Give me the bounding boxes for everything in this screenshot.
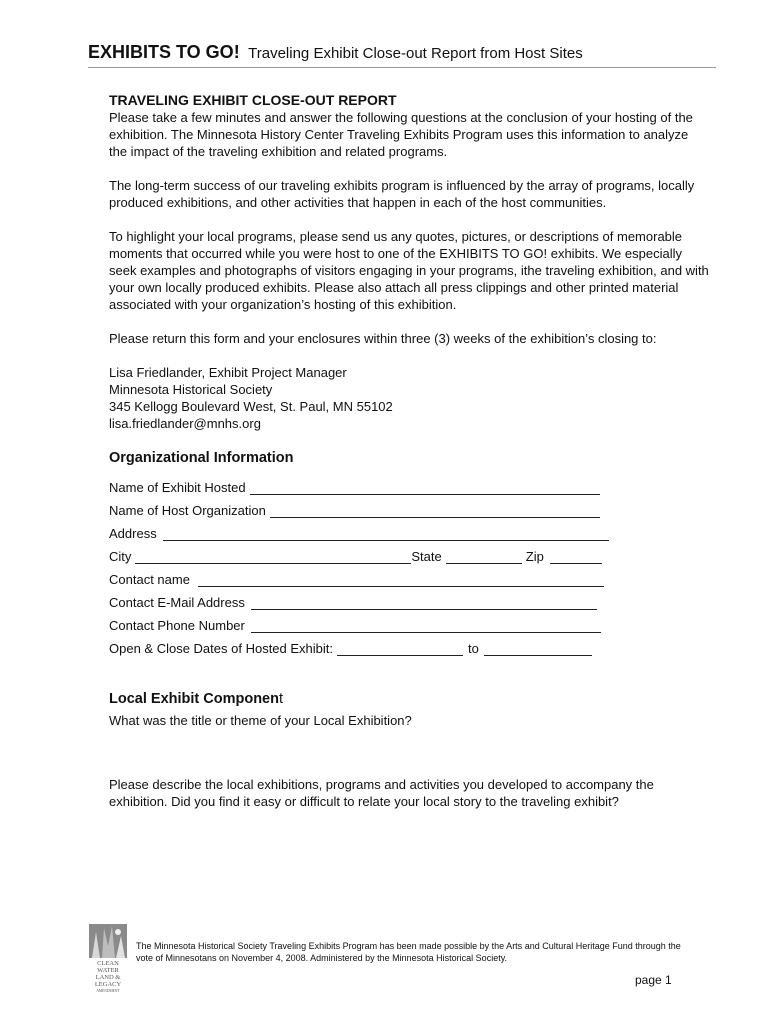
- address-line: Minnesota Historical Society: [109, 382, 273, 397]
- contact-email-row: [109, 587, 709, 610]
- city-field[interactable]: [135, 550, 411, 564]
- local-exhibit-heading: Local Exhibit Component: [109, 691, 284, 707]
- address-email: lisa.friedlander@mnhs.org: [109, 416, 261, 431]
- header-subtitle: Traveling Exhibit Close-out Report from Host Sites: [248, 45, 583, 62]
- intro-paragraph-3: To highlight your local programs, please send us any quotes, pictures, or descriptions of memorable moments that occurred while you were host to one of the EXHIBITS TO GO! exhibits. We especially seek examples and photographs of visitors engaging in your programs, ithe traveling exhibition, and with your own locally produced exhibits. Please also attach all press clippings and other printed material associated with your organization’s hosting of this exhibition.: [109, 229, 709, 312]
- host-org-label: Name of Host Organization: [109, 503, 266, 518]
- contact-email-label: Contact E-Mail Address: [109, 595, 245, 610]
- local-exhibit-component: [109, 691, 709, 810]
- page-number: page 1: [635, 973, 672, 987]
- brand-title: EXHIBITS TO GO!: [88, 42, 240, 62]
- close-date-field[interactable]: [484, 642, 592, 656]
- dates-row: [109, 633, 709, 656]
- exhibit-hosted-label: Name of Exhibit Hosted: [109, 480, 246, 495]
- dates-to-label: to: [468, 641, 479, 656]
- state-label: State: [411, 549, 442, 564]
- contact-email-field[interactable]: [251, 596, 597, 610]
- svg-text:WATER: WATER: [97, 967, 119, 974]
- contact-name-field[interactable]: [198, 573, 604, 587]
- zip-field[interactable]: [550, 550, 602, 564]
- intro-paragraph-4: Please return this form and your enclosures within three (3) weeks of the exhibition’s closing to:: [109, 331, 657, 346]
- page-header: [88, 42, 716, 68]
- svg-text:CLEAN: CLEAN: [97, 960, 119, 967]
- contact-phone-field[interactable]: [251, 619, 601, 633]
- org-info-heading: Organizational Information: [109, 450, 294, 466]
- report-title: TRAVELING EXHIBIT CLOSE-OUT REPORT: [109, 92, 397, 108]
- return-address: [109, 364, 709, 432]
- footer-funding-note: The Minnesota Historical Society Traveling Exhibits Program has been made possible by the Arts and Cultural Heritage Fund through the vote of Minnesotans on November 4, 2008. Administered by the Minnesota Historical Society.: [136, 941, 681, 963]
- contact-name-row: [109, 564, 709, 587]
- main-content: [109, 92, 709, 810]
- contact-phone-row: [109, 610, 709, 633]
- host-org-row: [109, 495, 709, 518]
- legacy-amendment-logo: [88, 924, 128, 998]
- exhibit-hosted-field[interactable]: [250, 481, 600, 495]
- address-line: 345 Kellogg Boulevard West, St. Paul, MN 55102: [109, 399, 393, 414]
- zip-label: Zip: [525, 549, 544, 564]
- address-label: Address: [109, 526, 157, 541]
- city-state-zip-row: [109, 541, 709, 564]
- svg-text:LAND &: LAND &: [95, 974, 121, 981]
- page-footer: [88, 924, 688, 1004]
- contact-phone-label: Contact Phone Number: [109, 618, 245, 633]
- contact-name-label: Contact name: [109, 572, 190, 587]
- svg-text:AMENDMENT: AMENDMENT: [96, 989, 120, 993]
- local-exhibit-question-title: What was the title or theme of your Local Exhibition?: [109, 713, 412, 728]
- open-date-field[interactable]: [337, 642, 463, 656]
- intro-paragraph-2: The long-term success of our traveling exhibits program is influenced by the array of programs, locally produced exhibitions, and other activities that happen in each of the host communities.: [109, 178, 695, 210]
- address-row: [109, 518, 709, 541]
- local-exhibit-question-describe: Please describe the local exhibitions, programs and activities you developed to accompany the exhibition. Did you find it easy or difficult to relate your local story to the traveling exhibit?: [109, 777, 654, 809]
- organizational-information: [109, 450, 709, 656]
- intro-paragraph-1: Please take a few minutes and answer the following questions at the conclusion of your hosting of the exhibition. The Minnesota History Center Traveling Exhibits Program uses this information to analyze the impact of the traveling exhibition and related programs.: [109, 110, 693, 159]
- svg-text:LEGACY: LEGACY: [94, 981, 122, 988]
- host-org-field[interactable]: [270, 504, 600, 518]
- address-line: Lisa Friedlander, Exhibit Project Manager: [109, 365, 347, 380]
- city-label: City: [109, 549, 132, 564]
- exhibit-hosted-row: [109, 472, 709, 495]
- state-field[interactable]: [446, 550, 522, 564]
- dates-label: Open & Close Dates of Hosted Exhibit:: [109, 641, 334, 656]
- address-field[interactable]: [163, 527, 609, 541]
